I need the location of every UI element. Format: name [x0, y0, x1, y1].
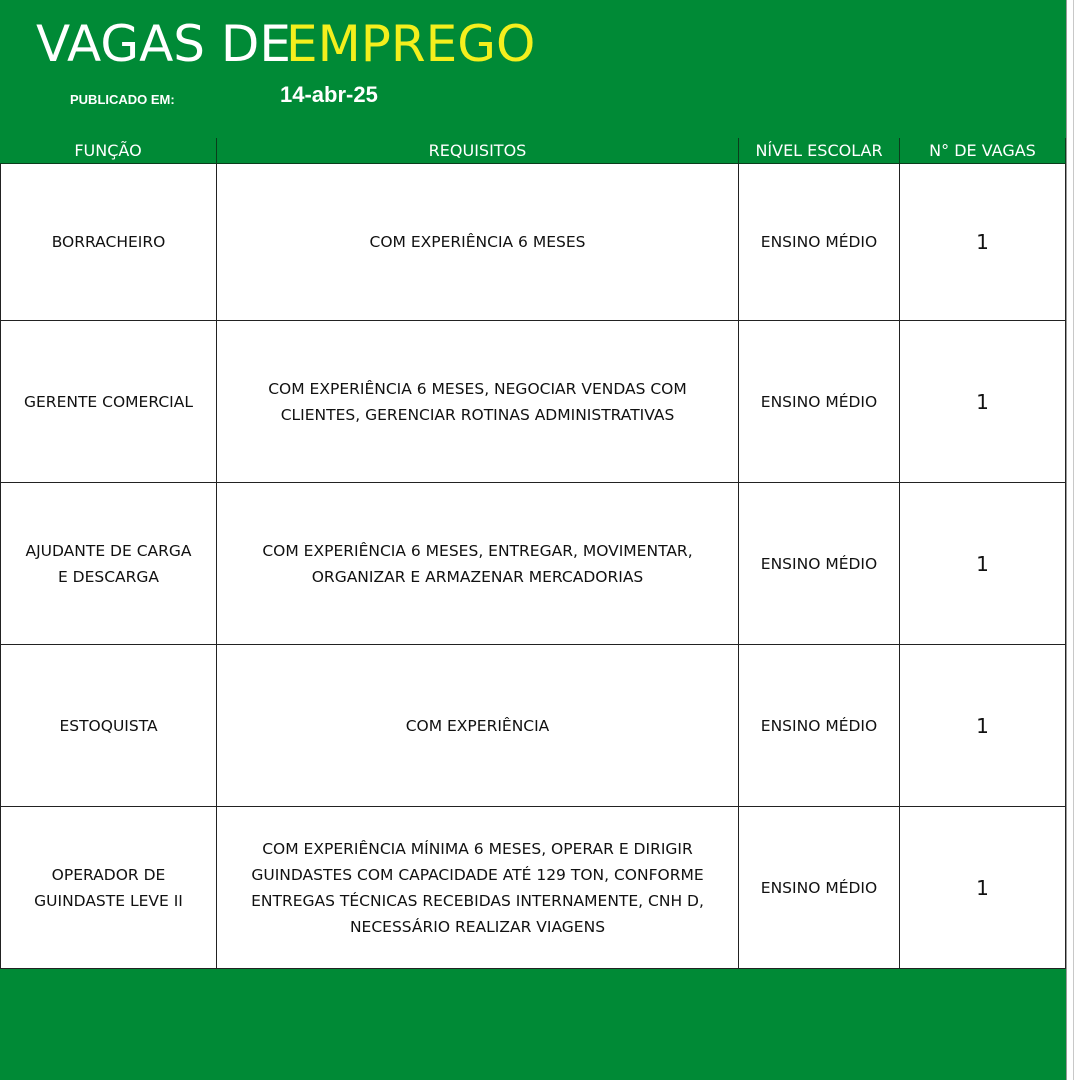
table-cell-nivel: ENSINO MÉDIO — [739, 164, 900, 321]
published-date: 14-abr-25 — [280, 82, 378, 107]
published-label: PUBLICADO EM: — [70, 92, 175, 107]
table-cell-requisitos: COM EXPERIÊNCIA 6 MESES, NEGOCIAR VENDAS COM CLIENTES, GERENCIAR ROTINAS ADMINISTRATIVAS — [217, 321, 739, 483]
table-cell-nivel: ENSINO MÉDIO — [739, 807, 900, 969]
table-cell-funcao: GERENTE COMERCIAL — [0, 321, 217, 483]
column-header-nivel: NÍVEL ESCOLAR — [739, 138, 900, 164]
table-cell-vagas: 1 — [900, 483, 1066, 645]
title-part-1: VAGAS DE — [36, 15, 292, 73]
table-cell-nivel: ENSINO MÉDIO — [739, 645, 900, 807]
table-cell-requisitos: COM EXPERIÊNCIA MÍNIMA 6 MESES, OPERAR E DIRIGIR GUINDASTES COM CAPACIDADE ATÉ 129 TON, CONFORME ENTREGAS TÉCNICAS RECEBIDAS INTERNAMENTE, CNH D, NECESSÁRIO REALIZAR VIAGENS — [217, 807, 739, 969]
table-cell-nivel: ENSINO MÉDIO — [739, 483, 900, 645]
table-cell-requisitos: COM EXPERIÊNCIA — [217, 645, 739, 807]
table-cell-funcao: OPERADOR DE GUINDASTE LEVE II — [0, 807, 217, 969]
table-cell-nivel: ENSINO MÉDIO — [739, 321, 900, 483]
table-cell-vagas: 1 — [900, 164, 1066, 321]
footer-banner — [0, 969, 1066, 1080]
header-banner — [0, 0, 1066, 139]
table-cell-requisitos: COM EXPERIÊNCIA 6 MESES, ENTREGAR, MOVIMENTAR, ORGANIZAR E ARMAZENAR MERCADORIAS — [217, 483, 739, 645]
column-header-requisitos: REQUISITOS — [217, 138, 739, 164]
column-header-funcao: FUNÇÃO — [0, 138, 217, 164]
table-cell-funcao: ESTOQUISTA — [0, 645, 217, 807]
table-cell-requisitos: COM EXPERIÊNCIA 6 MESES — [217, 164, 739, 321]
column-header-vagas: N° DE VAGAS — [900, 138, 1066, 164]
table-cell-vagas: 1 — [900, 645, 1066, 807]
table-cell-vagas: 1 — [900, 321, 1066, 483]
title-part-2: EMPREGO — [286, 15, 536, 73]
table-cell-funcao: AJUDANTE DE CARGA E DESCARGA — [0, 483, 217, 645]
table-cell-funcao: BORRACHEIRO — [0, 164, 217, 321]
table-cell-vagas: 1 — [900, 807, 1066, 969]
scroll-edge — [1066, 0, 1080, 1080]
